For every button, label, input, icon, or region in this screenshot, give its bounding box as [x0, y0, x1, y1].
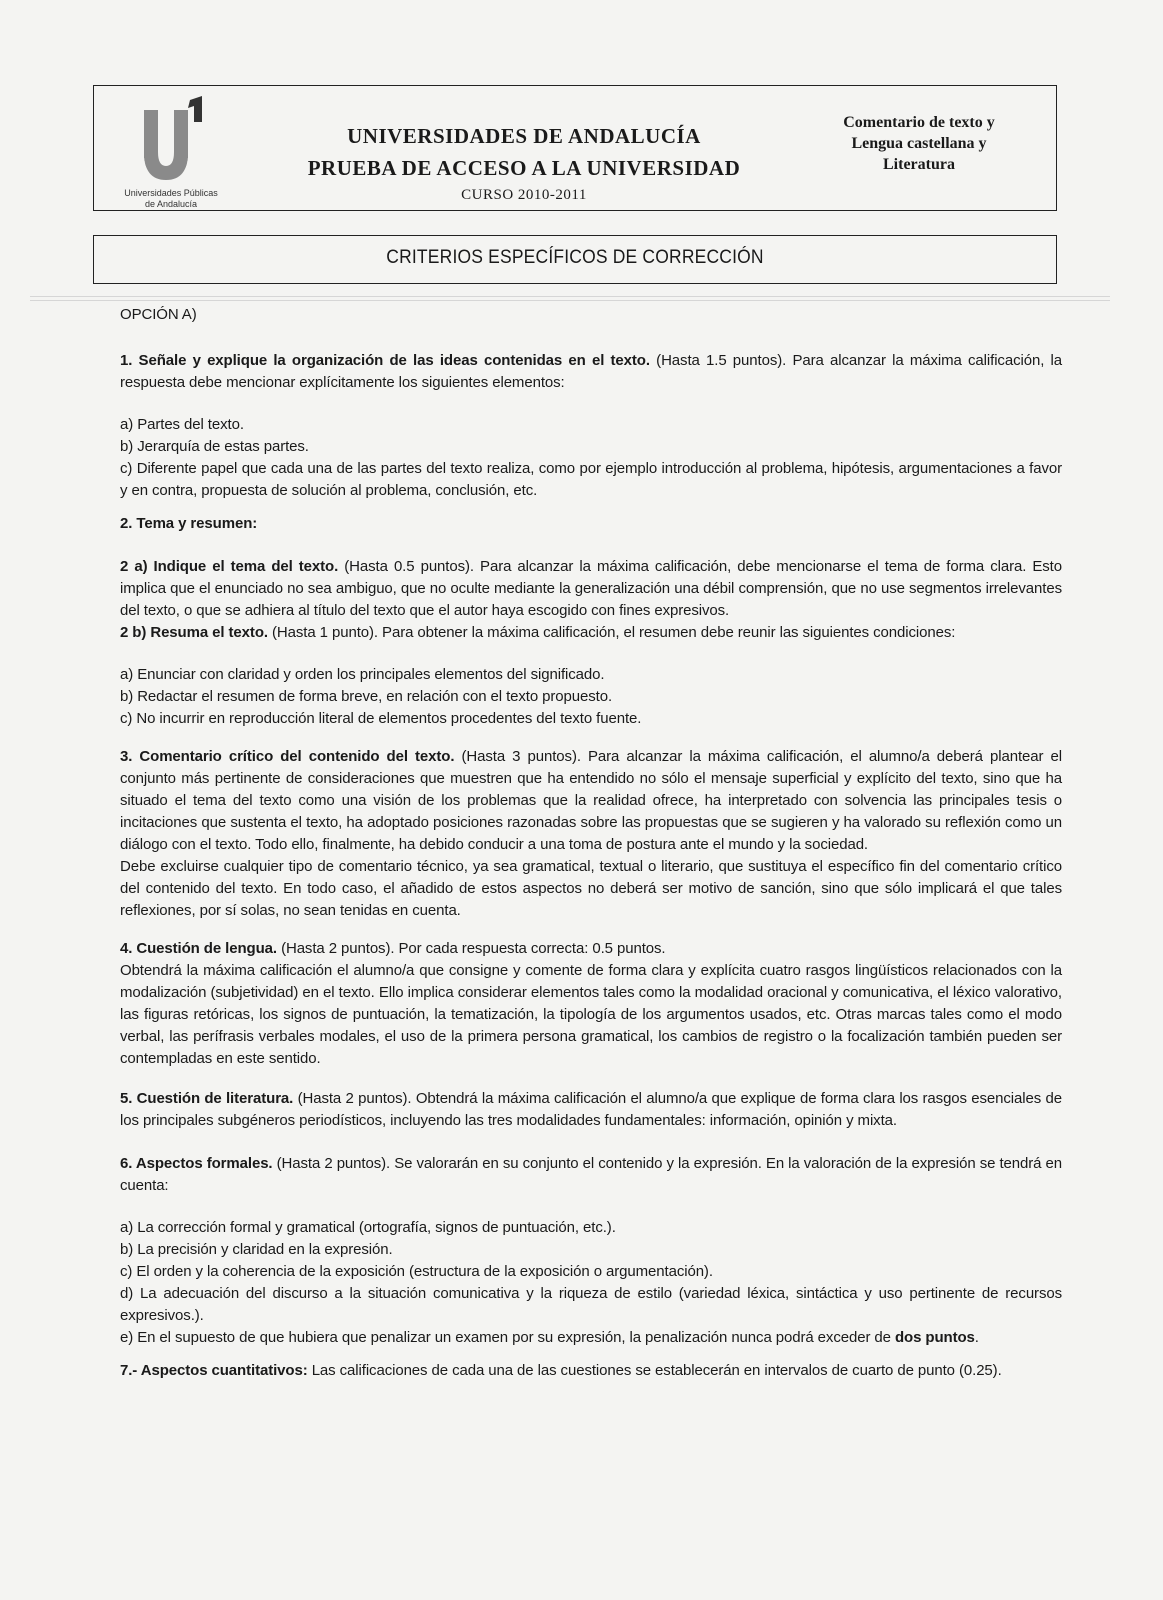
q2b-title: 2 b) Resuma el texto. — [120, 624, 268, 641]
question-2 — [120, 513, 1062, 535]
option-label: OPCIÓN A) — [120, 306, 197, 323]
q3-text: (Hasta 3 puntos). Para alcanzar la máxima calificación, el alumno/a deberá plantear el conjunto más pertinente de consideraciones que muestren que ha entendido no sólo el mensaje superficial y explícito del texto, sino que ha situado el tema del texto como una visión de los problemas que la realidad ofrece, ha interpretado con solvencia las principales tesis o incitaciones que sustenta el texto, ha adoptado posiciones razonadas sobre las propuestas que se sugieren y ha valorado su reflexión como un diálogo con el texto. Todo ello, finalmente, ha debido conducir a una toma de postura ante el mundo y la sociedad. — [120, 748, 1062, 853]
list-item: c) No incurrir en reproducción literal de elementos procedentes del texto fuente. — [120, 710, 642, 727]
scan-artifact-line — [30, 296, 1110, 297]
list-item: a) Partes del texto. — [120, 416, 244, 433]
subject-line1: Comentario de texto y — [843, 114, 995, 131]
q3-paragraph — [120, 746, 1062, 856]
q1-text: (Hasta 1.5 puntos). Para alcanzar la máxima calificación, la respuesta debe mencionar explícitamente los siguientes elementos: — [120, 352, 1062, 391]
q6-text: (Hasta 2 puntos). Se valorarán en su conjunto el contenido y la expresión. En la valoración de la expresión se tendrá en cuenta: — [120, 1155, 1063, 1194]
q1-paragraph — [120, 350, 1062, 394]
list-item: a) Enunciar con claridad y orden los principales elementos del significado. — [120, 666, 605, 683]
university-title: UNIVERSIDADES DE ANDALUCÍA — [347, 124, 701, 148]
university-logo — [116, 92, 226, 207]
q7-text: Las calificaciones de cada una de las cuestiones se establecerán en intervalos de cuarto de punto (0.25). — [307, 1362, 1002, 1379]
q1-items — [120, 414, 1062, 502]
list-item: b) La precisión y claridad en la expresión. — [120, 1241, 393, 1258]
exam-title: PRUEBA DE ACCESO A LA UNIVERSIDAD — [307, 156, 741, 180]
logo-caption-line1: Universidades Públicas — [124, 188, 218, 198]
q5-title: 5. Cuestión de literatura. — [120, 1090, 294, 1107]
question-7 — [120, 1360, 1062, 1382]
course-year: CURSO 2010-2011 — [461, 187, 587, 203]
list-item: c) El orden y la coherencia de la exposición (estructura de la exposición o argumentación). — [120, 1263, 713, 1280]
list-item: d) La adecuación del discurso a la situación comunicativa y la riqueza de estilo (variedad léxica, sintáctica y uso pertinente de recursos expresivos.). — [120, 1285, 1062, 1324]
q7-title: 7.- Aspectos cuantitativos: — [120, 1362, 308, 1379]
question-4 — [120, 938, 1062, 1070]
q5-paragraph — [120, 1088, 1062, 1132]
q2a-title: 2 a) Indique el tema del texto. — [120, 558, 339, 575]
q4-title: 4. Cuestión de lengua. — [120, 940, 277, 957]
q1-title: 1. Señale y explique la organización de las ideas contenidas en el texto. — [120, 352, 650, 369]
q2b-text: (Hasta 1 punto). Para obtener la máxima calificación, el resumen debe reunir las siguientes condiciones: — [267, 624, 956, 641]
q5-text: (Hasta 2 puntos). Obtendrá la máxima calificación el alumno/a que explique de forma clara los rasgos esenciales de los principales subgéneros periodísticos, incluyendo las tres modalidades fundamentales: información, opinión y mixta. — [120, 1090, 1062, 1129]
logo-caption-line2: de Andalucía — [144, 199, 198, 209]
subject-line2: Lengua castellana y — [851, 135, 987, 152]
list-item: c) Diferente papel que cada una de las partes del texto realiza, como por ejemplo introducción al problema, hipótesis, argumentaciones a favor y en contra, propuesta de solución al problema, conclusión, etc. — [120, 460, 1062, 499]
question-1 — [120, 350, 1062, 394]
q2-items — [120, 664, 1062, 730]
logo-caption — [116, 188, 226, 210]
q6-paragraph — [120, 1153, 1062, 1197]
q4-text: (Hasta 2 puntos). Por cada respuesta correcta: 0.5 puntos. — [277, 940, 666, 957]
criteria-box — [93, 235, 1057, 284]
list-item: b) Jerarquía de estas partes. — [120, 438, 309, 455]
q6-e-bold: dos puntos — [894, 1329, 975, 1346]
q4-paragraph — [120, 938, 1062, 960]
criteria-title: CRITERIOS ESPECÍFICOS DE CORRECCIÓN — [386, 247, 764, 268]
subject-title — [806, 112, 1032, 175]
q6-title: 6. Aspectos formales. — [120, 1155, 273, 1172]
question-3 — [120, 746, 1062, 922]
question-6 — [120, 1153, 1062, 1197]
q6-e-end: . — [974, 1329, 979, 1346]
q2a-text: (Hasta 0.5 puntos). Para alcanzar la máxima calificación, debe mencionarse el tema de forma clara. Esto implica que el enunciado no sea ambiguo, que no oculte mediante la generalización una débil comprensión, que no use segmentos irrelevantes del texto, o que se adhiera al título del texto que el autor haya escogido con fines expresivos. — [120, 558, 1062, 619]
subject-line3: Literatura — [883, 156, 955, 173]
q2a-paragraph — [120, 556, 1062, 622]
question-2a — [120, 556, 1062, 644]
q7-paragraph — [120, 1360, 1062, 1382]
question-5 — [120, 1088, 1062, 1132]
u-logo-icon — [116, 92, 226, 188]
q4-text2: Obtendrá la máxima calificación el alumno/a que consigne y comente de forma clara y explícita cuatro rasgos lingüísticos relacionados con la modalización (subjetividad) en el texto. Ello implica considerar elementos tales como la modalidad oracional y comunicativa, el léxico valorativo, las figuras retóricas, los signos de puntuación, la tematización, la tipología de los argumentos usados, etc. Otras marcas tales como el modo verbal, las perífrasis verbales modales, el uso de la primera persona gramatical, los cambios de registro o la focalización también pueden ser contempladas en este sentido. — [120, 962, 1062, 1067]
option-heading — [120, 304, 1062, 326]
q6-e-text: e) En el supuesto de que hubiera que penalizar un examen por su expresión, la penalización nunca podrá exceder de — [120, 1329, 895, 1346]
q2b-paragraph — [120, 622, 1062, 644]
q3-title: 3. Comentario crítico del contenido del texto. — [120, 748, 455, 765]
q3-text2: Debe excluirse cualquier tipo de comentario técnico, ya sea gramatical, textual o literario, que sustituya el específico fin del comentario crítico del contenido del texto. En todo caso, el añadido de estos aspectos no deberá ser motivo de sanción, sino que sólo implicará el que tales reflexiones, por sí solas, no sean tenidas en cuenta. — [120, 858, 1062, 919]
list-item: b) Redactar el resumen de forma breve, en relación con el texto propuesto. — [120, 688, 613, 705]
list-item-e — [120, 1327, 1062, 1349]
scan-artifact-line — [30, 300, 1110, 301]
header-box — [93, 85, 1057, 211]
q2-title: 2. Tema y resumen: — [120, 515, 258, 532]
q6-items — [120, 1217, 1062, 1349]
list-item: a) La corrección formal y gramatical (ortografía, signos de puntuación, etc.). — [120, 1219, 616, 1236]
